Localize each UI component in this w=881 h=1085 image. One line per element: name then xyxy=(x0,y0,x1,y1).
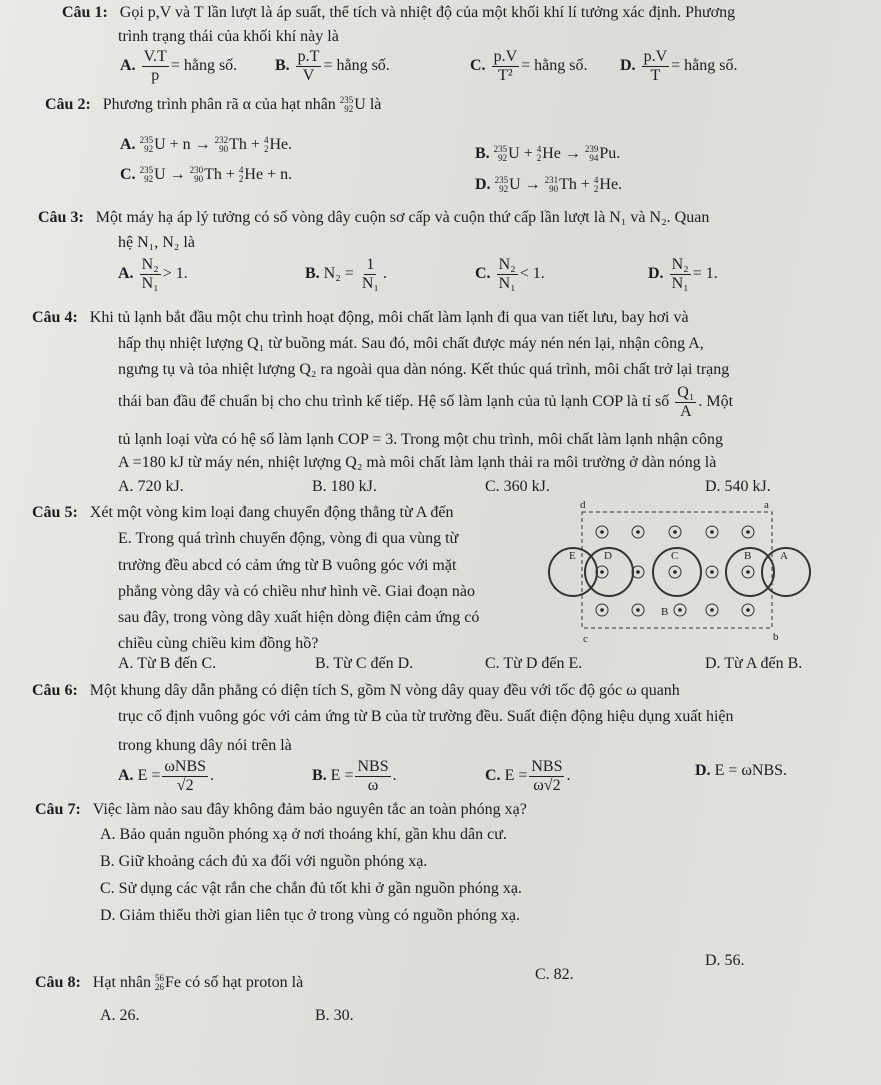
field-dot-center xyxy=(710,570,714,574)
q6-option-d[interactable]: D. E = ωNBS. xyxy=(695,762,788,779)
field-dot-center xyxy=(673,570,677,574)
q4-line5: tủ lạnh loại vừa có hệ số làm lạnh COP = 3. Trong một chu trình, môi chất làm lạnh nhận công xyxy=(118,431,724,448)
q1-option-b[interactable]: B. $\frac{p.T}{V}$ = hằng số. xyxy=(275,48,390,84)
field-dot-center xyxy=(636,608,640,612)
field-dot-center xyxy=(600,608,604,612)
field-dot-center xyxy=(746,570,750,574)
q5-option-c[interactable]: C. Từ D đến E. xyxy=(485,655,583,672)
q7-stem: Câu 7: Việc làm nào sau đây không đảm bảo nguyên tắc an toàn phóng xạ? xyxy=(35,801,527,818)
q8-option-b[interactable]: B. 30. xyxy=(315,1007,354,1024)
field-dots xyxy=(596,526,754,616)
corner-d: d xyxy=(580,500,586,511)
q7-option-d[interactable]: D. Giảm thiểu thời gian liên tục ở trong vùng có nguồn phóng xạ. xyxy=(100,907,520,924)
q4-option-a[interactable]: A. 720 kJ. xyxy=(118,478,184,495)
field-dot-center xyxy=(600,530,604,534)
q7-option-a[interactable]: A. Bảo quản nguồn phóng xạ ở nơi thoáng khí, gần khu dân cư. xyxy=(100,826,507,843)
corner-a: a xyxy=(764,500,769,511)
ring-label-b: B xyxy=(744,550,752,562)
q4-line1: Câu 4: Khi tủ lạnh bắt đầu một chu trình hoạt động, môi chất làm lạnh đi qua van tiết lưu, bay hơi và xyxy=(32,309,689,326)
q4-line6: A =180 kJ từ máy nén, nhiệt lượng Q₂ mà môi chất làm lạnh thải ra môi trường ở dàn nóng là xyxy=(118,454,717,471)
q8-stem: Câu 8: Hạt nhân 56 26 Fe có số hạt proton là xyxy=(35,973,304,993)
q5-line3: trường đều abcd có cảm ứng từ B vuông góc với mặt xyxy=(118,557,457,574)
q8-option-a[interactable]: A. 26. xyxy=(100,1007,140,1024)
q6-option-b[interactable]: B. E = NBS ω . xyxy=(312,758,397,794)
q7-option-b[interactable]: B. Giữ khoảng cách đủ xa đối với nguồn phóng xạ. xyxy=(100,853,428,870)
q3-option-a[interactable]: A. $\frac{\text{N₂}}{\text{N₁}}$ > 1. xyxy=(118,256,188,292)
q6-line2: trục cố định vuông góc với cảm ứng từ B của từ trường đều. Suất điện động hiệu dụng xuất hiện xyxy=(118,708,734,725)
q1-option-a[interactable]: A. $\frac{V.T}{p}$ = hằng số. xyxy=(120,48,238,84)
field-dot-center xyxy=(710,608,714,612)
q3-stem-line2: hệ N₁, N₂ là xyxy=(118,234,195,251)
q2-option-d[interactable]: D. 235 92 U → 231 90 Th + 4 2 He. xyxy=(475,175,623,195)
q5-line4: phẳng vòng dây và có chiều như hình vẽ. Giai đoạn nào xyxy=(118,583,476,600)
field-dot-center xyxy=(673,530,677,534)
q1-option-d[interactable]: D. $\frac{p.V}{T}$ = hằng số. xyxy=(620,48,738,84)
q5-line2: E. Trong quá trình chuyển động, vòng đi qua vùng từ xyxy=(118,530,459,547)
magnetic-field-figure xyxy=(530,500,830,650)
corner-c: c xyxy=(583,633,588,645)
q3-option-c[interactable]: C. $\frac{\text{N₂}}{\text{N₁}}$ < 1. xyxy=(475,256,545,292)
field-dot-center xyxy=(710,530,714,534)
q6-option-c[interactable]: C. E = NBS ω√2 . xyxy=(485,758,571,794)
q5-line5: sau đây, trong vòng dây xuất hiện dòng điện cảm ứng có xyxy=(118,609,480,626)
field-region-abcd xyxy=(582,512,772,628)
ring-label-c: C xyxy=(671,550,679,562)
q5-option-d[interactable]: D. Từ A đến B. xyxy=(705,655,803,672)
field-dot-center xyxy=(746,530,750,534)
q3-stem: Câu 3: Một máy hạ áp lý tưởng có số vòng dây cuộn sơ cấp và cuộn thứ cấp lần lượt là N₁ và N₂. Quan xyxy=(38,209,710,226)
q5-option-b[interactable]: B. Từ C đến D. xyxy=(315,655,414,672)
q5-line1: Câu 5: Xét một vòng kim loại đang chuyển động thẳng từ A đến xyxy=(32,504,454,521)
q2-option-c[interactable]: C. 235 92 U → 230 90 Th + 4 2 He + n. xyxy=(120,165,293,185)
q2-stem: Câu 2: Phương trình phân rã α của hạt nhân 235 92 U là xyxy=(45,95,382,115)
q5-option-a[interactable]: A. Từ B đến C. xyxy=(118,655,217,672)
ring-label-e: E xyxy=(569,550,576,562)
field-dot-center xyxy=(600,570,604,574)
q6-option-a[interactable]: A. E = ωNBS √2 . xyxy=(118,758,215,794)
q1-stem-line2: trình trạng thái của khối khí này là xyxy=(118,28,339,45)
q6-line1: Câu 6: Một khung dây dẫn phẳng có diện tích S, gồm N vòng dây quay đều với tốc độ góc ω quanh xyxy=(32,682,680,699)
q2-option-b[interactable]: B. 235 92 U + 4 2 He → 239 94 Pu. xyxy=(475,144,621,164)
q5-line6: chiều cùng chiều kim đồng hồ? xyxy=(118,635,319,652)
q4-line2: hấp thụ nhiệt lượng Q₁ từ buồng mát. Sau đó, môi chất được máy nén nén lại, nhận công A, xyxy=(118,335,704,352)
q1-stem-line1: Câu 1: Gọi p,V và T lần lượt là áp suất, thể tích và nhiệt độ của một khối khí lí tưởng xác định. Phương xyxy=(62,4,736,21)
q4-option-b[interactable]: B. 180 kJ. xyxy=(312,478,377,495)
q8-option-c[interactable]: C. 82. xyxy=(535,966,574,983)
q4-line4: thái ban đầu để chuẩn bị cho chu trình kế tiếp. Hệ số làm lạnh của tủ lạnh COP là tỉ số $\frac{\text{Q₁}}{A}$ . Một xyxy=(118,384,734,420)
corner-b: b xyxy=(773,631,779,643)
ring-label-d: D xyxy=(604,550,612,562)
q8-option-d[interactable]: D. 56. xyxy=(705,952,745,969)
q3-option-d[interactable]: D. $\frac{\text{N₂}}{\text{N₁}}$ = 1. xyxy=(648,256,718,292)
field-dot-center xyxy=(636,530,640,534)
q7-option-c[interactable]: C. Sử dụng các vật rắn che chắn đủ tốt khi ở gần nguồn phóng xạ. xyxy=(100,880,522,897)
field-dot-center xyxy=(636,570,640,574)
q4-option-c[interactable]: C. 360 kJ. xyxy=(485,478,550,495)
field-label-b: B xyxy=(661,606,669,618)
q3-option-b[interactable]: B. N₂ = $\frac{1}{\text{N₁}}$ . xyxy=(305,256,387,292)
q2-option-a[interactable]: A. 235 92 U + n → 232 90 Th + 4 2 He. xyxy=(120,135,293,155)
q4-option-d[interactable]: D. 540 kJ. xyxy=(705,478,771,495)
q6-line3: trong khung dây nói trên là xyxy=(118,737,292,754)
ring-label-a: A xyxy=(780,550,788,562)
q1-option-c[interactable]: C. $\frac{p.V}{\text{T²}}$ = hằng số. xyxy=(470,48,588,84)
field-dot-center xyxy=(678,608,682,612)
field-dot-center xyxy=(746,608,750,612)
q4-line3: ngưng tụ và tỏa nhiệt lượng Q₂ ra ngoài qua dàn nóng. Kết thúc quá trình, môi chất trở lại trạng xyxy=(118,361,730,378)
